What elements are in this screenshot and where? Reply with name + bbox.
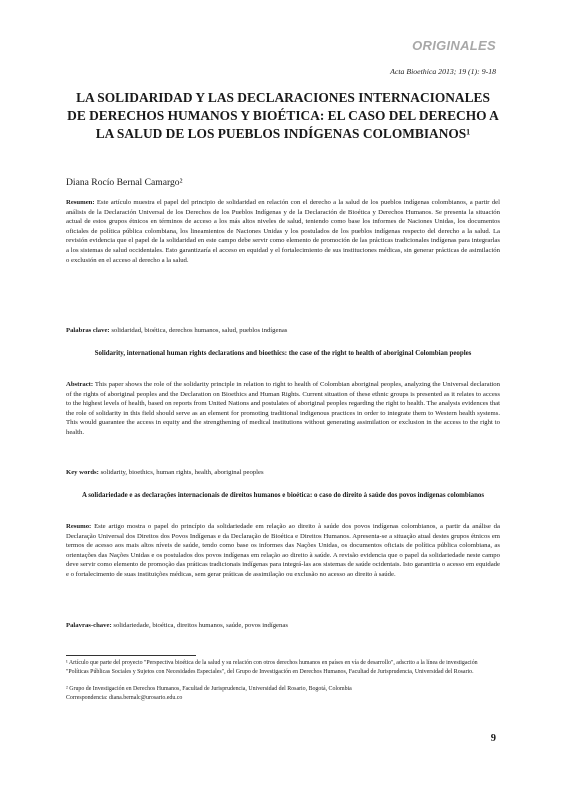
footnote-divider — [66, 655, 196, 656]
page-number: 9 — [490, 733, 496, 744]
abstract-paragraph — [66, 380, 500, 438]
key-words-paragraph — [66, 468, 500, 478]
key-words-text: solidarity, bioethics, human rights, health, aboriginal peoples — [98, 469, 264, 476]
resumo-label: Resumo: — [66, 523, 92, 530]
english-title: Solidarity, international human rights declarations and bioethics: the case of the right to health of aboriginal Colombian peoples — [94, 350, 472, 357]
footnote-1: ¹ Artículo que parte del proyecto "Perspectiva bioética de la salud y su relación con otros derechos humanos en países en vía de desarrollo", adscrito a la línea de investigación "Políticas Públicas Sociales y Sujetos con Necesidades Especiales", del Grupo de Investigación en Derechos Humanos, Facultad de Jurisprudencia, Universidad del Rosario. — [66, 660, 478, 675]
footnote-2: ² Grupo de Investigación en Derechos Humanos, Facultad de Jurisprudencia, Universidad del Rosario, Bogotá, Colombia — [66, 686, 352, 692]
resumo-text: Este artigo mostra o papel do princípio da solidariedade em relação ao direito à saúde dos povos indígenas colombianos, a partir da análise da Declaração Universal dos Direitos dos Povos Indígenas e da Declaração de Bioética e Direitos Humanos. Apresenta-se a situação atual destes grupos étnicos em termos de acesso aos mais altos níveis de saúde, tendo como base os informes das Nações Unidas, os documentos oficiais de política pública colombiana, as orientações das Nações Unidas e os postulados dos povos indígenas em relação ao direito à saúde. A revisão evidencia que o papel da solidariedade neste campo deve servir como elemento de promoção das práticas tradicionais indígenas para integrá-las aos sistemas de saúde ocidentais. Isto garantiria o acesso em equidade e o fortalecimento de suas instituições médicas, sem gerar práticas de assimilação ou exclusão no acesso ao direito à saúde. — [66, 523, 500, 578]
palabras-clave-label: Palabras clave: — [66, 327, 110, 334]
resumen-text: Este artículo muestra el papel del principio de solidaridad en relación con el derecho a la salud de los pueblos indígenas colombianos, a partir del análisis de la Declaración Universal de los Derechos de los Pueblos Indígenas y de la Declaración de Bioética y Derechos Humanos. Se presenta la situación actual de estos grupos étnicos en términos de acceso a los más altos niveles de salud, teniendo como base los informes de Naciones Unidas, los documentos oficiales de política pública colombiana, los lineamientos de Naciones Unidas y los postulados de los pueblos indígenas respecto del derecho a la salud. La revisión evidencia que el papel de la solidaridad en este campo debe servir como elemento de promoción de las prácticas tradicionales indígenas para integrarlas a los sistemas de salud occidentales. Esto garantizaría el acceso en equidad y el fortalecimiento de sus instituciones médicas, sin generar prácticas de asimilación o exclusión en el acceso al derecho a la salud. — [66, 199, 500, 264]
correspondence-footnote: Correspondencia: diana.bernalc@urosario.edu.co — [66, 695, 183, 701]
journal-citation: Acta Bioethica 2013; 19 (1): 9-18 — [390, 67, 496, 76]
section-tag: ORIGINALES — [412, 38, 496, 53]
abstract-label: Abstract: — [66, 381, 94, 388]
abstract-text: This paper shows the role of the solidarity principle in relation to right to health of Colombian aboriginal peoples, analyzing the Universal declaration of the rights of aboriginal peoples and the Declaration on Bioethics and Human Rights. Current situation of these ethnic groups is presented as it relates to access to the highest levels of health, based on reports from United Nations and postulates of aboriginal peoples regarding the right to health. The analysis evidences that the role of solidarity in this field should serve as an element for promoting traditional indigenous practices in order to integrate them to Western health systems. This would guarantee the access in equity and the strengthening of medical institutions without generating assimilation or exclusion in the access to the right to health. — [66, 381, 500, 436]
resumen-label: Resumen: — [66, 199, 95, 206]
portuguese-title: A solidariedade e as declarações internacionais de direitos humanos e bioética: o caso do direito à saúde dos povos indígenas colombianos — [81, 492, 485, 499]
palavras-chave-paragraph — [66, 621, 500, 631]
palavras-chave-text: solidariedade, bioética, direitos humanos, saúde, povos indígenas — [111, 622, 288, 629]
author-name: Diana Rocío Bernal Camargo² — [66, 177, 183, 188]
resumo-paragraph — [66, 522, 500, 580]
resumen-paragraph — [66, 198, 500, 265]
article-title: LA SOLIDARIDAD Y LAS DECLARACIONES INTERNACIONALES DE DERECHOS HUMANOS Y BIOÉTICA: EL CASO DEL DERECHO A LA SALUD DE LOS PUEBLOS INDÍGENAS COLOMBIANOS¹ — [67, 90, 499, 141]
palabras-clave-paragraph — [66, 326, 500, 336]
palabras-clave-text: solidaridad, bioética, derechos humanos, salud, pueblos indígenas — [109, 327, 288, 334]
key-words-label: Key words: — [66, 469, 99, 476]
palavras-chave-label: Palavras-chave: — [66, 622, 112, 629]
